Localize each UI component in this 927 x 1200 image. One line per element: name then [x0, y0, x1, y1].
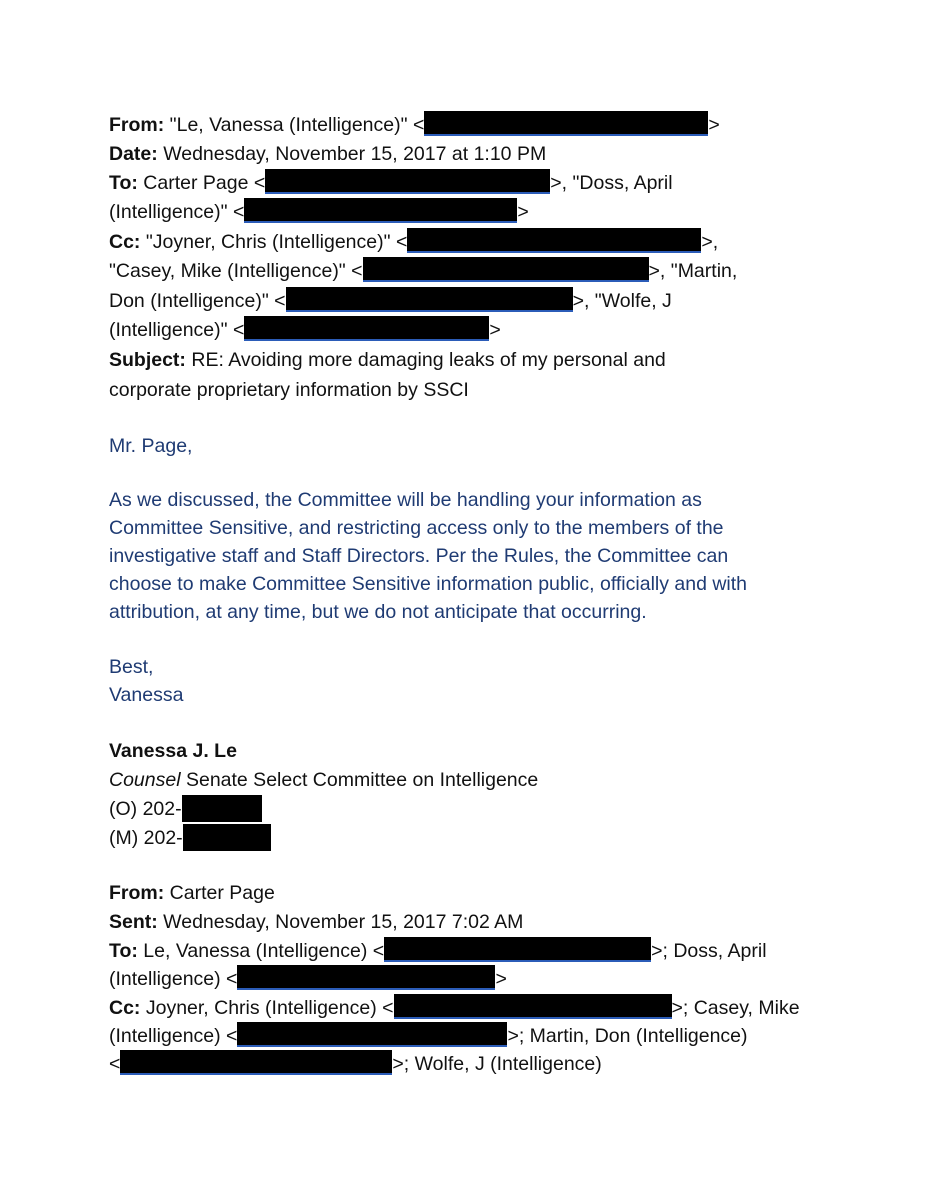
signature-title: Counsel	[109, 769, 181, 791]
greeting: Mr. Page,	[109, 435, 193, 457]
cc-value: (Intelligence)" <	[109, 319, 245, 341]
cc-value: >; Casey, Mike	[671, 997, 800, 1019]
redaction-bar	[244, 198, 517, 223]
body-paragraph-line: attribution, at any time, but we do not anticipate that occurring.	[109, 601, 647, 623]
body-paragraph-line: choose to make Committee Sensitive information public, officially and with	[109, 573, 748, 595]
to-label: To:	[109, 172, 138, 194]
signature-name: Vanessa J. Le	[109, 740, 237, 762]
to-label: To:	[109, 940, 138, 962]
reply-to-line-1	[109, 169, 673, 198]
redaction-bar	[407, 228, 701, 253]
sent-value: Wednesday, November 15, 2017 7:02 AM	[163, 911, 524, 933]
redaction-bar	[237, 965, 495, 990]
office-phone-label: (O) 202-	[109, 798, 182, 820]
to-value: Carter Page <	[143, 172, 266, 194]
redaction-bar	[244, 316, 489, 341]
cc-value: >, "Wolfe, J	[572, 290, 672, 312]
redaction-bar	[363, 257, 649, 282]
redaction-bar	[120, 1050, 392, 1075]
redaction-bar	[237, 1022, 507, 1047]
reply-subject-line-2	[109, 376, 469, 405]
reply-subject-line-1	[109, 346, 666, 375]
to-value: >, "Doss, April	[550, 172, 673, 194]
cc-value: Don (Intelligence)" <	[109, 290, 286, 312]
reply-date-line	[109, 140, 546, 169]
original-cc-line-3	[109, 1050, 602, 1079]
original-cc-line-1	[109, 994, 800, 1023]
date-value: Wednesday, November 15, 2017 at 1:10 PM	[163, 143, 547, 165]
angle-close: >	[517, 201, 529, 223]
angle-close: >	[708, 114, 720, 136]
redaction-bar	[183, 824, 271, 851]
to-value: (Intelligence) <	[109, 968, 238, 990]
from-label: From:	[109, 114, 165, 136]
date-label: Date:	[109, 143, 158, 165]
cc-label: Cc:	[109, 997, 141, 1019]
to-value: Le, Vanessa (Intelligence) <	[143, 940, 385, 962]
to-value: (Intelligence)" <	[109, 201, 245, 223]
body-paragraph-line: investigative staff and Staff Directors. Per the Rules, the Committee can	[109, 545, 729, 567]
redaction-bar	[424, 111, 708, 136]
signature-title-line	[109, 766, 538, 795]
from-value: Carter Page	[169, 882, 275, 904]
angle-open: <	[109, 1053, 121, 1075]
redaction-bar	[265, 169, 550, 194]
sender-first-name: Vanessa	[109, 684, 184, 706]
original-sent-line	[109, 908, 523, 937]
to-value: >; Doss, April	[651, 940, 767, 962]
original-to-line-2	[109, 965, 507, 994]
from-label: From:	[109, 882, 165, 904]
subject-value: corporate proprietary information by SSCI	[109, 379, 469, 401]
signature-mobile-phone	[109, 824, 271, 853]
angle-close: >	[495, 968, 507, 990]
reply-cc-line-3	[109, 287, 672, 316]
angle-close: >	[489, 319, 501, 341]
reply-to-line-2	[109, 198, 529, 227]
cc-value: "Casey, Mike (Intelligence)" <	[109, 260, 363, 282]
original-from-line	[109, 879, 275, 908]
closing: Best,	[109, 656, 154, 678]
signature-org: Senate Select Committee on Intelligence	[180, 769, 539, 791]
subject-label: Subject:	[109, 349, 186, 371]
redaction-bar	[384, 937, 651, 962]
cc-value: (Intelligence) <	[109, 1025, 238, 1047]
redaction-bar	[394, 994, 672, 1019]
cc-value: "Joyner, Chris (Intelligence)" <	[145, 231, 408, 253]
signature-office-phone	[109, 795, 262, 824]
reply-cc-line-1	[109, 228, 718, 257]
from-value: "Le, Vanessa (Intelligence)" <	[169, 114, 425, 136]
original-cc-line-2	[109, 1022, 748, 1051]
reply-cc-line-2	[109, 257, 737, 286]
cc-label: Cc:	[109, 231, 141, 253]
cc-value: >; Martin, Don (Intelligence)	[507, 1025, 748, 1047]
mobile-phone-label: (M) 202-	[109, 827, 183, 849]
reply-cc-line-4	[109, 316, 501, 345]
cc-value: >,	[701, 231, 719, 253]
body-paragraph-line: As we discussed, the Committee will be handling your information as	[109, 489, 702, 511]
cc-value: Joyner, Chris (Intelligence) <	[145, 997, 394, 1019]
cc-value: >; Wolfe, J (Intelligence)	[392, 1053, 602, 1075]
redaction-bar	[182, 795, 262, 822]
redaction-bar	[286, 287, 573, 312]
reply-from-line	[109, 111, 720, 140]
sent-label: Sent:	[109, 911, 158, 933]
subject-value: RE: Avoiding more damaging leaks of my personal and	[191, 349, 666, 371]
body-paragraph-line: Committee Sensitive, and restricting access only to the members of the	[109, 517, 724, 539]
original-to-line-1	[109, 937, 767, 966]
cc-value: >, "Martin,	[648, 260, 738, 282]
